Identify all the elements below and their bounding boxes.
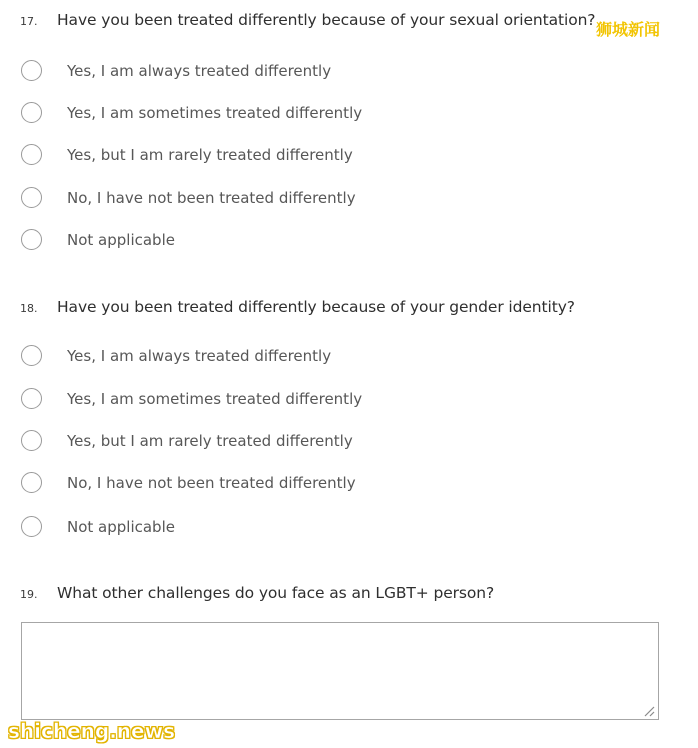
question-number: 17.: [20, 15, 38, 28]
q17-option-rarely[interactable]: [20, 143, 420, 169]
q17-option-not-treated[interactable]: [20, 186, 420, 212]
q17-option-not-applicable[interactable]: [20, 228, 420, 254]
option-label: No, I have not been treated differently: [67, 474, 356, 492]
question-text: What other challenges do you face as an LGBT+ person?: [57, 584, 495, 602]
option-label: Not applicable: [67, 518, 175, 536]
radio-button[interactable]: [21, 229, 42, 250]
question-18-header: [0, 297, 698, 321]
radio-button[interactable]: [21, 388, 42, 409]
option-label: Yes, I am sometimes treated differently: [67, 390, 363, 408]
radio-button[interactable]: [21, 187, 42, 208]
watermark-top-right: 狮城新闻: [596, 20, 661, 39]
question-text: Have you been treated differently because of your gender identity?: [57, 298, 575, 316]
question-text: Have you been treated differently because of your sexual orientation?: [57, 11, 596, 29]
radio-button[interactable]: [21, 102, 42, 123]
option-label: No, I have not been treated differently: [67, 189, 356, 207]
radio-button[interactable]: [21, 516, 42, 537]
q18-option-not-treated[interactable]: [20, 471, 420, 497]
option-label: Yes, I am sometimes treated differently: [67, 104, 363, 122]
q18-option-always[interactable]: [20, 344, 420, 370]
radio-button[interactable]: [21, 144, 42, 165]
option-label: Not applicable: [67, 231, 175, 249]
challenges-textarea[interactable]: [21, 622, 659, 720]
option-label: Yes, I am always treated differently: [67, 62, 332, 80]
q17-option-always[interactable]: [20, 59, 420, 85]
q17-option-sometimes[interactable]: [20, 101, 420, 127]
question-19-header: [0, 583, 698, 607]
resize-grip-icon[interactable]: [643, 705, 655, 717]
question-number: 19.: [20, 588, 38, 601]
question-17-header: [0, 10, 698, 34]
watermark-bottom-left: shicheng.news: [8, 719, 175, 743]
radio-button[interactable]: [21, 345, 42, 366]
radio-button[interactable]: [21, 430, 42, 451]
question-number: 18.: [20, 302, 38, 315]
option-label: Yes, but I am rarely treated differently: [67, 146, 353, 164]
q18-option-not-applicable[interactable]: [20, 515, 420, 541]
option-label: Yes, but I am rarely treated differently: [67, 432, 353, 450]
radio-button[interactable]: [21, 472, 42, 493]
option-label: Yes, I am always treated differently: [67, 347, 332, 365]
q18-option-rarely[interactable]: [20, 429, 420, 455]
radio-button[interactable]: [21, 60, 42, 81]
q18-option-sometimes[interactable]: [20, 387, 420, 413]
